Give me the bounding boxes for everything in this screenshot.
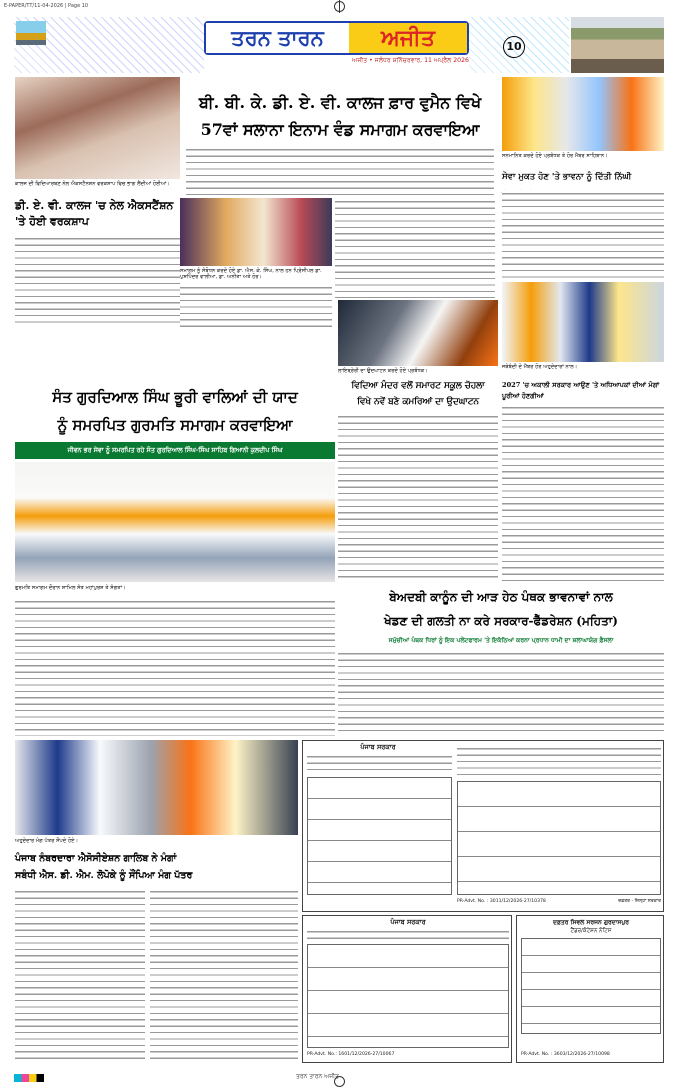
- top-strip-text: E-PAPER/TT/11-04-2026 | Page 10: [4, 3, 89, 9]
- teachers-body: [502, 404, 664, 581]
- nail-workshop-headline: ਡੀ. ਏ. ਵੀ. ਕਾਲਜ 'ਚ ਨੇਲ ਐਕਸਟੈਂਸ਼ਨ 'ਤੇ ਹੋਈ ਵਰਕਸ਼ਾਪ: [15, 199, 174, 228]
- lead-body-2: [180, 284, 332, 329]
- prize-ceremony-caption: ਸਮਾਗਮ ਨੂੰ ਸੰਬੋਧਨ ਕਰਦੇ ਹੋਏ ਡਾ. ਐਸ. ਕੇ. ਸਿੰਘ, ਨਾਲ ਹਨ ਪ੍ਰਿੰਸੀਪਲ ਡਾ. ਪੁਸ਼ਪਿੰਦਰ ਵਾਲੀਆ, ਡਾ. ਅਨੀਤਾ ਅਤੇ ਹੋਰ।: [180, 268, 322, 281]
- tender-ad-1-code: PR-Advt. No. : 3011/12/2026-27/10378: [457, 899, 546, 904]
- masthead-title-right: ਅਜੀਤ: [349, 23, 467, 53]
- farmer-body: [338, 650, 664, 736]
- numberdar-headline-2: ਸਬੰਧੀ ਐਸ. ਡੀ. ਐਮ. ਲੋਪੋਕੇ ਨੂੰ ਸੌਂਪਿਆ ਮੰਗ ਪੱਤਰ: [15, 870, 193, 881]
- tender-ad-1-right-table: [457, 781, 661, 895]
- masthead-subline: ਅਜੀਤ • ਜਲੰਧਰ ਸ਼ਨਿੱਚਰਵਾਰ, 11 ਅਪ੍ਰੈਲ 2026: [352, 57, 469, 64]
- lead-headline-2: 57ਵਾਂ ਸਲਾਨਾ ਇਨਾਮ ਵੰਡ ਸਮਾਗਮ ਕਰਵਾਇਆ: [200, 120, 480, 139]
- nail-workshop-caption: ਕਾਲਜ ਦੀ ਵਿਦਿਆਰਥਣ ਨੇਲ ਐਕਸਟੈਨਸ਼ਨ ਵਰਕਸ਼ਾਪ ਵਿਚ ਭਾਗ ਲੈਂਦੀਆਂ ਹੋਈਆਂ।: [15, 181, 171, 187]
- masthead-title-left: ਤਰਨ ਤਾਰਨ: [206, 23, 349, 53]
- farewell-body: [502, 190, 664, 280]
- teachers-group-photo: [502, 282, 664, 362]
- tender-ad-1-table: [307, 777, 452, 895]
- numberdar-body-2: [150, 888, 298, 1063]
- lead-headline-1: ਬੀ. ਬੀ. ਕੇ. ਡੀ. ਏ. ਵੀ. ਕਾਲਜ ਫ਼ਾਰ ਵੁਮੈਨ ਵਿਖੇ: [198, 93, 482, 112]
- building-photo: [571, 17, 664, 73]
- gurdial-body: [15, 598, 335, 736]
- tender-ad-2: [302, 915, 512, 1063]
- lead-body: [186, 146, 494, 196]
- masthead-title-box: [204, 21, 469, 55]
- library-inauguration-photo: [338, 300, 498, 366]
- tender-ad-3-table: [521, 938, 661, 1034]
- library-inauguration-caption: ਲਾਇਬ੍ਰੇਰੀ ਦਾ ਉਦਘਾਟਨ ਕਰਦੇ ਹੋਏ ਪ੍ਰਬੰਧਕ।: [338, 368, 428, 374]
- gurdial-banner: [15, 442, 335, 459]
- golden-temple-thumbnail: [16, 21, 46, 45]
- farmer-banner: [338, 634, 664, 647]
- school-headline-1: ਵਿਦਿਆ ਮੰਦਰ ਵਲੋਂ ਸਮਾਰਟ ਸਕੂਲ ਚੋਹਲਾ: [351, 381, 485, 391]
- tender-ad-3-title: ਦਫ਼ਤਰ ਸਿਵਲ ਸਰਜਨ ਗੁਰਦਾਸਪੁਰ: [552, 919, 630, 926]
- tender-ad-3-code: PR-Advt. No. : 3603/12/2026-27/10098: [521, 1052, 610, 1057]
- nail-workshop-body: [15, 235, 180, 325]
- tender-ad-2-intro: [307, 928, 509, 942]
- numberdar-headline-1: ਪੰਜਾਬ ਨੰਬਰਦਾਰਾ ਐਸੋਸੀਏਸ਼ਨ ਗਾਲਿਬ ਨੇ ਮੰਗਾਂ: [15, 853, 177, 864]
- farewell-headline: ਸੇਵਾ ਮੁਕਤ ਹੋਣ 'ਤੇ ਭਾਵਨਾ ਨੂੰ ਦਿੱਤੀ ਨਿੱਘੀ: [502, 172, 632, 182]
- tender-ad-3: [516, 915, 664, 1063]
- tender-ad-2-table: [307, 944, 509, 1048]
- gurdial-headline-2: ਨੂੰ ਸਮਰਪਿਤ ਗੁਰਮਤਿ ਸਮਾਗਮ ਕਰਵਾਇਆ: [57, 416, 293, 434]
- masthead: [14, 15, 664, 75]
- teachers-group-caption: ਜਥੇਬੰਦੀ ਦੇ ਮੈਂਬਰ ਹੋਰ ਅਹੁਦੇਦਾਰਾਂ ਨਾਲ।: [502, 364, 578, 370]
- prize-ceremony-photo: [180, 198, 332, 266]
- school-body: [338, 413, 498, 581]
- school-headline-2: ਵਿਖੇ ਨਵੇਂ ਬਣੇ ਕਮਰਿਆਂ ਦਾ ਉਦਘਾਟਨ: [357, 397, 479, 407]
- tender-ad-1-right-intro: [457, 745, 661, 779]
- tender-ad-2-title: ਪੰਜਾਬ ਸਰਕਾਰ: [390, 918, 426, 926]
- bottom-strip-text: ਤਰਨ ਤਾਰਨ ਅਜੀਤ: [296, 1073, 339, 1080]
- tender-ad-2-code: PR-Advt. No.: 1601/12/2026-27/10067: [307, 1052, 395, 1057]
- lead-body-3: [335, 198, 495, 298]
- memorandum-caption: ਅਹੁਦੇਦਾਰ ਮੰਗ ਪੱਤਰ ਸੌਂਪਦੇ ਹੋਏ।: [15, 838, 79, 844]
- tender-ad-1-title: ਪੰਜਾਬ ਸਰਕਾਰ: [360, 743, 396, 751]
- memorandum-photo: [15, 740, 298, 835]
- farewell-photo: [502, 77, 664, 151]
- bottom-strip: [0, 1068, 677, 1089]
- farmer-headline-2: ਖੇਡਣ ਦੀ ਗਲਤੀ ਨਾ ਕਰੇ ਸਰਕਾਰ-ਫੈੱਡਰੇਸ਼ਨ (ਮਹਿਤਾ): [384, 614, 618, 628]
- farmer-banner-text: ਸਮੁੱਚੀਆਂ ਪੰਥਕ ਧਿਰਾਂ ਨੂੰ ਇਕ ਪਲੇਟਫਾਰਮ 'ਤੇ ਇਕੱਠਿਆਂ ਕਰਨਾ ਪ੍ਰਧਾਨ ਧਾਮੀ ਦਾ ਸ਼ਲਾਘਾਯੋਗ ਫ਼ੈਸਲਾ: [388, 637, 614, 644]
- page-number: 10: [503, 36, 525, 58]
- gurdial-banner-text: ਜੀਵਨ ਭਰ ਸੇਵਾ ਨੂੰ ਸਮਰਪਿਤ ਰਹੇ ਸੰਤ ਗੁਰਦਿਆਲ ਸਿੰਘ-ਸਿੰਘ ਸਾਹਿਬ ਗਿਆਨੀ ਕੁਲਦੀਪ ਸਿੰਘ: [67, 447, 283, 454]
- top-strip: [0, 0, 677, 14]
- farmer-headline-1: ਬੇਅਦਬੀ ਕਾਨੂੰਨ ਦੀ ਆੜ ਹੇਠ ਪੰਥਕ ਭਾਵਨਾਵਾਂ ਨਾਲ: [389, 590, 613, 604]
- tender-ad-1-intro: [307, 753, 452, 775]
- gurmat-samagam-caption: ਗੁਰਮਤਿ ਸਮਾਗਮ ਦੌਰਾਨ ਸ਼ਾਮਿਲ ਸੰਤ ਮਹਾਂਪੁਰਸ਼ ਤੇ ਸੰਗਤਾਂ।: [15, 585, 126, 591]
- registration-mark-bottom: [334, 1076, 345, 1087]
- teachers-headline: 2027 'ਚ ਅਕਾਲੀ ਸਰਕਾਰ ਆਉਣ 'ਤੇ ਅਧਿਆਪਕਾਂ ਦੀਆਂ ਮੰਗਾਂ ਪੂਰੀਆਂ ਹੋਣਗੀਆਂ: [502, 381, 660, 400]
- registration-mark-line: [339, 0, 340, 13]
- gurdial-headline-1: ਸੰਤ ਗੁਰਦਿਆਲ ਸਿੰਘ ਭੂਰੀ ਵਾਲਿਆਂ ਦੀ ਯਾਦ: [52, 388, 298, 406]
- farewell-caption: ਸਨਮਾਨਿਤ ਕਰਦੇ ਹੋਏ ਪ੍ਰਬੰਧਕ ਤੇ ਹੋਰ ਮੈਂਬਰ ਸਾਹਿਬਾਨ।: [502, 153, 608, 159]
- gurmat-samagam-photo: [15, 462, 335, 582]
- tender-ad-3-subtitle: ਟੈਂਡਰ/ਕੋਟੇਸ਼ਨ ਨੋਟਿਸ: [570, 928, 612, 934]
- tender-ad-1-footer: ਦਫ਼ਤਰ - ਜ਼ਿਲ੍ਹਾ ਸਰਕਾਰ: [618, 899, 661, 904]
- tender-ad-1: [302, 740, 664, 912]
- color-bar: [14, 1074, 44, 1082]
- nail-workshop-photo: [15, 77, 180, 179]
- numberdar-body: [15, 888, 145, 1063]
